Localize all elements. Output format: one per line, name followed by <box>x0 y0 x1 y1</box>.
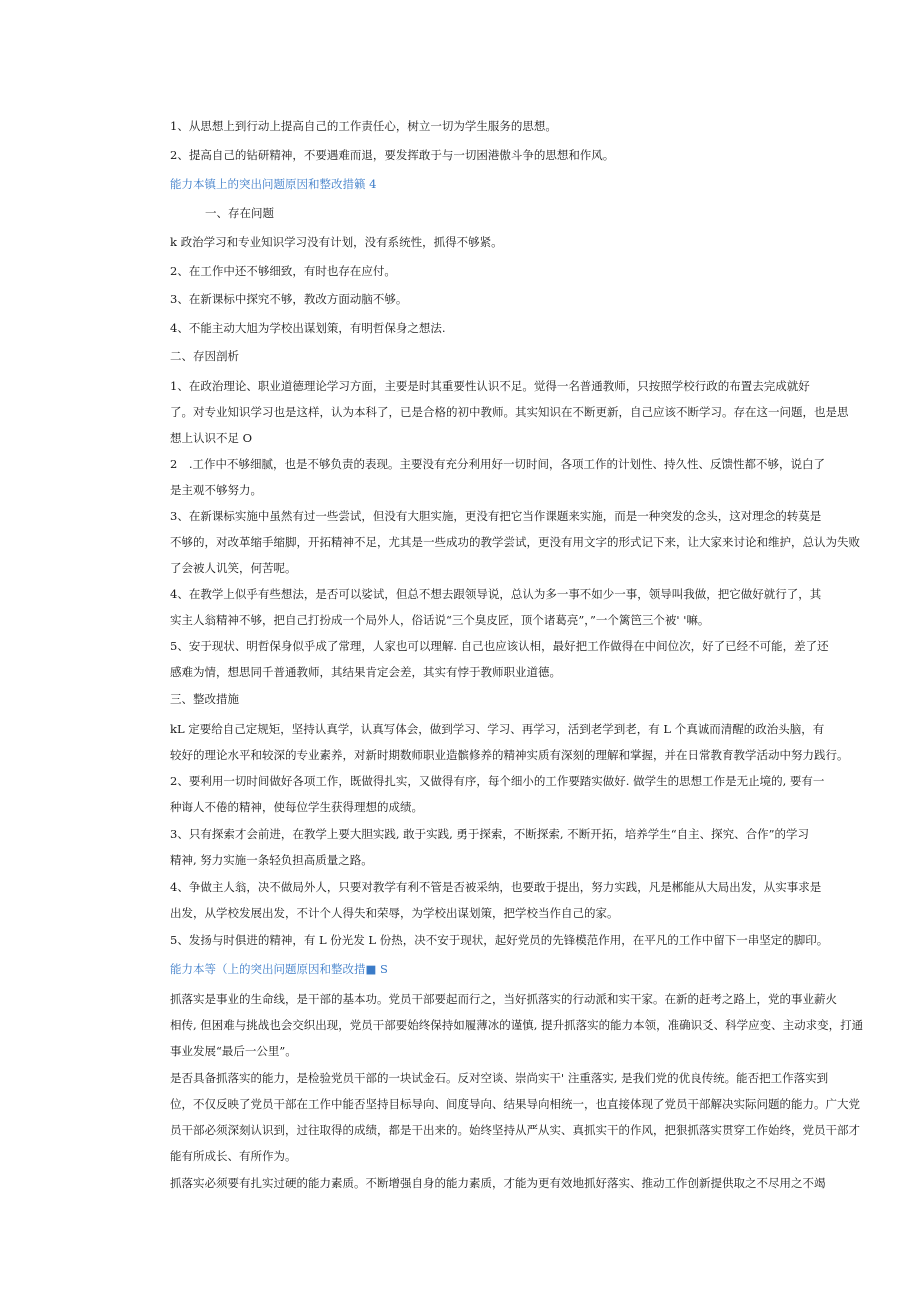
measures-paragraph-1 <box>170 716 849 768</box>
text-line: 抓落实必须要有扎实过硬的能力素质。不断增强自身的能力素质，才能为更有效地抓好落实、推动工作创新提供取之不尽用之不竭 <box>170 1176 826 1190</box>
text-line: 感难为情，想思同千普通教师，其结果肯定会差，其实有悖于教师职业道德。 <box>170 665 561 679</box>
measures-paragraph-3 <box>170 821 810 873</box>
text-line: 不够的，对改革缩手缩脚，开拓精神不足，尤其是一些成功的教学尝试，更没有用文字的形式记下来，让大家来讨论和维护，总认为失败 <box>170 535 860 549</box>
section-heading-5[interactable]: 能力本等（上的突出问题原因和整改措■ S <box>170 962 388 976</box>
item-2: 2、提高自己的钻研精神，不要遇难而退，要发挥敢于与一切困港傲斗争的思想和作风。 <box>170 148 615 162</box>
text-line: 了。对专业知识学习也是这样，认为本科了，已是合格的初中教师。其实知识在不断更新，自己应该不断学习。存在这一问题，也是思 <box>170 405 849 419</box>
text-line: 精神, 努力实施一条轻负担高质量之路。 <box>170 853 373 867</box>
text-line: 员干部必须深刻认识到，过往取得的成绩，都是干出来的。始终坚持从严从实、真抓实干的作风，把狠抓落实贯穿工作始终，党员干部才 <box>170 1123 860 1137</box>
text-line: 是否具备抓落实的能力，是检验党员干部的一块试金石。反对空谈、崇尚实干' 注重落实, 是我们党的优良传统。能否把工作落实到 <box>170 1071 829 1085</box>
text-line: 较好的理论水平和较深的专业素养，对新时期数师职业造髌修养的精神实质有深刻的理解和掌握，并在日常教育教学活动中努力践行。 <box>170 748 849 762</box>
text-line: kL 定要给自己定规矩，坚持认真学，认真写体会，做到学习、学习、再学习，活到老学到老，有 L 个真诚而清醒的政治头脑，有 <box>170 722 825 736</box>
analysis-paragraph-2 <box>170 451 825 503</box>
text-line: 抓落实是事业的生命线，是干部的基本功。党员干部要起而行之，当好抓落实的行动派和实干家。在新的赶考之路上，党的事业薪火 <box>170 992 837 1006</box>
text-line: 3、在新课标实施中虽然有过一些尝试，但没有大胆实施，更没有把它当作课题来实施，而是一种突发的念头，这对理念的转莫是 <box>170 509 822 523</box>
text-line: 了会被人讥笑，何苦呢。 <box>170 561 297 575</box>
text-line: 1、在政治理论、职业道德理论学习方面，主要是时其重要性认识不足。觉得一名普通教师，只按照学校行政的布置去完成就好 <box>170 379 810 393</box>
measures-paragraph-4 <box>170 874 822 926</box>
text-line: 5、安于现状、明哲保身似乎成了常理，人家也可以理解. 自己也应该认相，最好把工作做得在中间位次，好了已经不可能，差了还 <box>170 639 829 653</box>
measures-paragraph-2 <box>170 768 825 820</box>
text-line: 是主观不够努力。 <box>170 483 262 497</box>
text-line: 4、在教学上似乎有些想法，是否可以娑试，但总不想去跟领导说，总认为多一事不如少一事，领导叫我做，把它做好就行了，其 <box>170 587 822 601</box>
problem-item-2: 2、在工作中还不够细致，有时也存在应付。 <box>170 264 396 278</box>
text-line: 5、发扬与时俱进的精神，有 L 份光发 L 份热，决不安于现状，起好党员的先锋模范作用，在平凡的工作中留下一串坚定的脚印。 <box>170 933 829 947</box>
section-title-measures: 三、整改措施 <box>170 692 239 706</box>
text-line: 能有所成长、有所作为。 <box>170 1149 297 1163</box>
text-line: 种诲人不倦的精神，使每位学生获得理想的成绩。 <box>170 800 423 814</box>
item-1: 1、从思想上到行动上提高自己的工作责任心，树立一切为学生服务的思想。 <box>170 119 557 133</box>
text-line: 2、要利用一切时间做好各项工作，既做得扎实，又做得有序，每个细小的工作要踏实做好. 做学生的思想工作是无止境的, 要有一 <box>170 774 825 788</box>
problem-item-4: 4、不能主动大旭为学校出谋划策，有明哲保身之想法. <box>170 321 446 335</box>
analysis-paragraph-4 <box>170 581 822 633</box>
text-line: 实主人翁精神不够，把自己打扮成一个局外人，俗话说“三个臭皮匠，顶个诸葛亮”，”一个篱笆三个被' '嘛。 <box>170 613 710 627</box>
text-line: 想上认识不足 O <box>170 431 253 445</box>
text-line: 2 .工作中不够细腻，也是不够负责的表现。主要没有充分利用好一切时间，各项工作的计划性、持久性、反馈性都不够，说白了 <box>170 457 825 471</box>
analysis-paragraph-5 <box>170 633 829 685</box>
text-line: 3、只有探索才会前进，在教学上要大胆实践, 敢于实践, 勇于探索，不断探索, 不断开拓，培养学生“自主、探究、合作”的学习 <box>170 827 810 841</box>
problem-item-3: 3、在新课标中探究不够，教改方面动脑不够。 <box>170 292 408 306</box>
analysis-paragraph-3 <box>170 503 860 581</box>
body-paragraph-2 <box>170 1065 860 1169</box>
text-line: 出发，从学校发展出发，不计个人得失和荣辱，为学校出谋划策，把学校当作自己的家。 <box>170 906 619 920</box>
body-paragraph-3 <box>170 1170 826 1196</box>
text-line: 4、争做主人翁，决不做局外人，只要对教学有利不管是否被采纳，也要敢于提出，努力实践，凡是郴能从大局出发，从实事求是 <box>170 880 822 894</box>
section-heading-4[interactable]: 能力本镇上的突出问题原因和整改措籁 4 <box>170 177 377 191</box>
body-paragraph-1 <box>170 986 864 1064</box>
section-title-analysis: 二、存因剖析 <box>170 349 239 363</box>
measures-paragraph-5 <box>170 927 829 953</box>
problem-item-1: k 政治学习和专业知识学习没有计划，没有系统性，抓得不够紧。 <box>170 235 503 249</box>
text-line: 位，不仅反映了党员干部在工作中能否坚持目标导向、间度导向、结果导向相统一，也直接体现了党员干部解决实际问题的能力。广大党 <box>170 1097 860 1111</box>
analysis-paragraph-1 <box>170 373 849 451</box>
text-line: 相传, 但困难与挑战也会交织出现，党员干部要始终保持如履薄冰的谨慎, 提升抓落实的能力本领，准确识爻、科学应变、主动求变，打通 <box>170 1018 864 1032</box>
text-line: 事业发展“最后一公里”。 <box>170 1044 297 1058</box>
section-title-problems: 一、存在问题 <box>205 206 274 220</box>
